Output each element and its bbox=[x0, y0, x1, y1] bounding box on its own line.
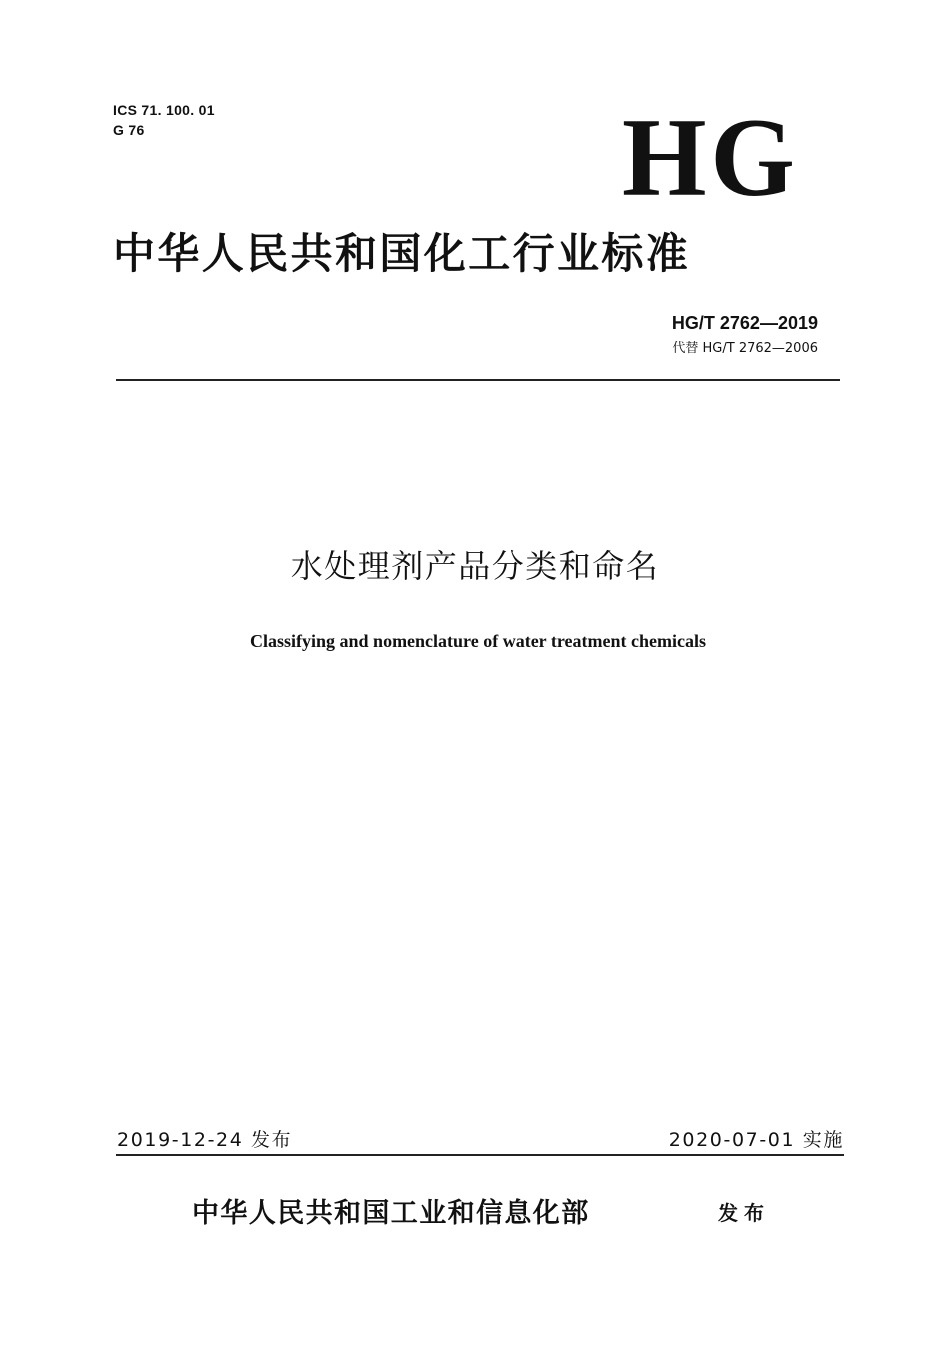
implementation-date: 2020-07-01 实施 bbox=[668, 1129, 844, 1151]
header-divider bbox=[116, 379, 840, 381]
footer-divider bbox=[116, 1154, 844, 1156]
publisher-name: 中华人民共和国工业和信息化部 bbox=[192, 1198, 590, 1229]
publish-label: 发布 bbox=[718, 1201, 770, 1225]
standard-category-title: 中华人民共和国化工行业标准 bbox=[113, 229, 691, 278]
document-title-chinese: 水处理剂产品分类和命名 bbox=[290, 547, 660, 585]
document-title-english: Classifying and nomenclature of water treatment chemicals bbox=[250, 631, 706, 651]
ics-code: ICS 71. 100. 01 bbox=[113, 102, 215, 118]
issue-date: 2019-12-24 发布 bbox=[117, 1129, 293, 1151]
classification-codes bbox=[113, 100, 215, 140]
standard-number: HG/T 2762—2019 bbox=[671, 313, 818, 333]
hg-logo: HG bbox=[622, 96, 799, 220]
replaces-standard: 代替 HG/T 2762—2006 bbox=[672, 341, 818, 356]
ccs-code: G 76 bbox=[113, 122, 145, 138]
